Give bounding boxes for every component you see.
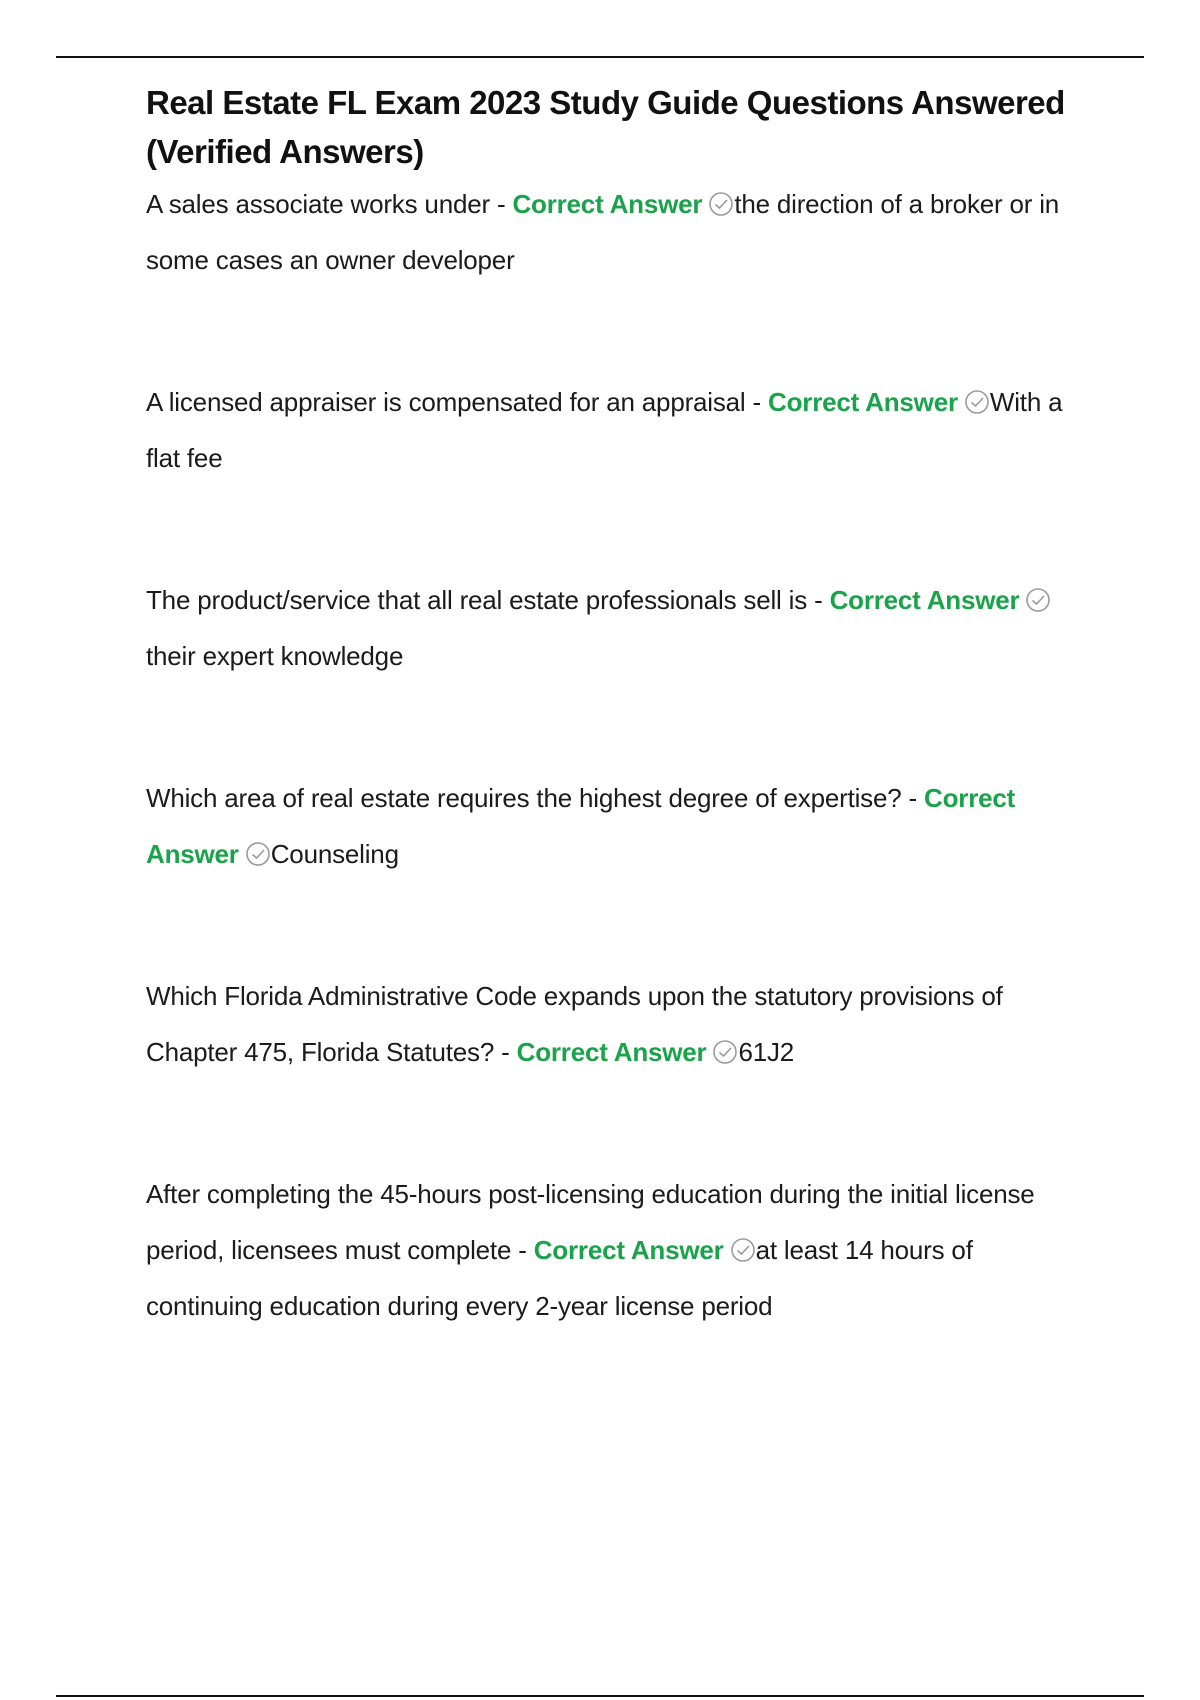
qa-item	[146, 1166, 1086, 1334]
question-text: A sales associate works under	[146, 189, 490, 219]
qa-item	[146, 572, 1086, 684]
answer-text: With a flat fee	[146, 387, 1063, 473]
separator: -	[494, 1037, 517, 1067]
separator: -	[489, 189, 513, 219]
top-rule	[56, 56, 1144, 58]
document-title: Real Estate FL Exam 2023 Study Guide Questions Answered (Verified Answers)	[146, 84, 1065, 170]
answer-text: the direction of a broker or in some cases an owner developer	[146, 189, 1060, 275]
separator: -	[901, 783, 925, 813]
question-text: The product/service that all real estate professionals sell is	[146, 585, 808, 615]
check-circle-icon	[245, 841, 271, 867]
answer-text: their expert knowledge	[146, 641, 404, 671]
separator: -	[745, 387, 769, 417]
bottom-rule	[56, 1695, 1144, 1697]
question-text: Which Florida Administrative Code expands upon the statutory provisions of Chapter 475, Florida Statutes?	[146, 981, 1003, 1067]
question-text: After completing the 45-hours post-licensing education during the initial license period, licensees must complete	[146, 1179, 1035, 1265]
correct-answer-label: Correct Answer	[512, 189, 703, 219]
correct-answer-label: Correct Answer	[146, 783, 1016, 869]
check-circle-icon	[964, 389, 990, 415]
qa-item	[146, 374, 1086, 486]
question-text: Which area of real estate requires the highest degree of expertise?	[146, 783, 902, 813]
check-circle-icon	[708, 191, 734, 217]
answer-text: 61J2	[738, 1037, 795, 1067]
qa-item	[146, 968, 1086, 1080]
separator: -	[807, 585, 830, 615]
document-body	[146, 78, 1086, 1420]
correct-answer-label: Correct Answer	[533, 1235, 724, 1265]
check-circle-icon	[1025, 587, 1051, 613]
answer-text: at least 14 hours of continuing education during every 2-year license period	[146, 1235, 973, 1321]
check-circle-icon	[712, 1039, 738, 1065]
separator: -	[511, 1235, 534, 1265]
correct-answer-label: Correct Answer	[516, 1037, 707, 1067]
correct-answer-label: Correct Answer	[768, 387, 958, 417]
correct-answer-label: Correct Answer	[829, 585, 1020, 615]
qa-item	[146, 176, 1086, 288]
check-circle-icon	[730, 1237, 756, 1263]
qa-item	[146, 770, 1086, 882]
answer-text: Counseling	[270, 839, 399, 869]
question-text: A licensed appraiser is compensated for an appraisal	[146, 387, 746, 417]
